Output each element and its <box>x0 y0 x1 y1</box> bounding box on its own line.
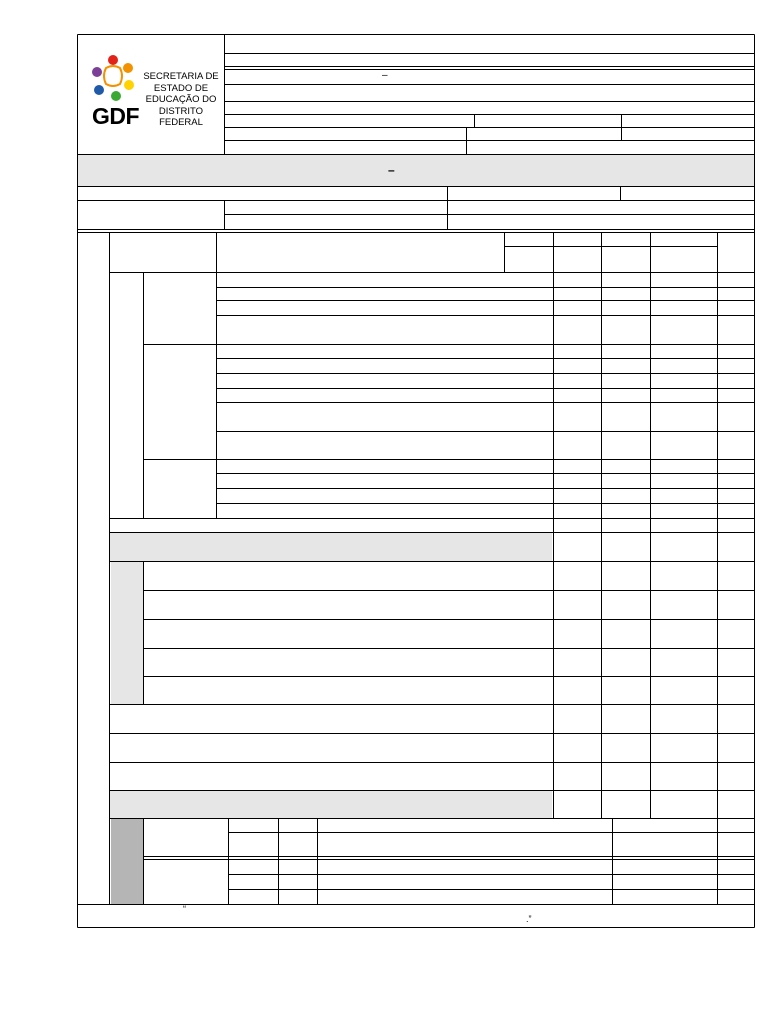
header-dash: – <box>382 70 388 81</box>
shaded-cell <box>110 791 552 818</box>
secretaria-line: DISTRITO FEDERAL <box>158 105 204 128</box>
footer-open-quote: “ <box>183 904 186 914</box>
gdf-wordmark: GDF <box>92 103 140 129</box>
section-title-dash: – <box>388 163 395 177</box>
gdf-emblem-icon <box>90 54 136 102</box>
secretaria-name <box>141 71 221 129</box>
shaded-cell <box>110 533 552 561</box>
shaded-cell <box>111 562 143 704</box>
shaded-cell <box>78 154 754 186</box>
secretaria-line: SECRETARIA DE <box>143 71 219 82</box>
footer-close-quote: .” <box>526 914 532 924</box>
secretaria-line: EDUCAÇÃO DO <box>145 94 217 105</box>
shaded-cell-dark <box>111 819 143 904</box>
gdf-logo <box>88 54 223 134</box>
secretaria-line: ESTADO DE <box>153 82 209 94</box>
